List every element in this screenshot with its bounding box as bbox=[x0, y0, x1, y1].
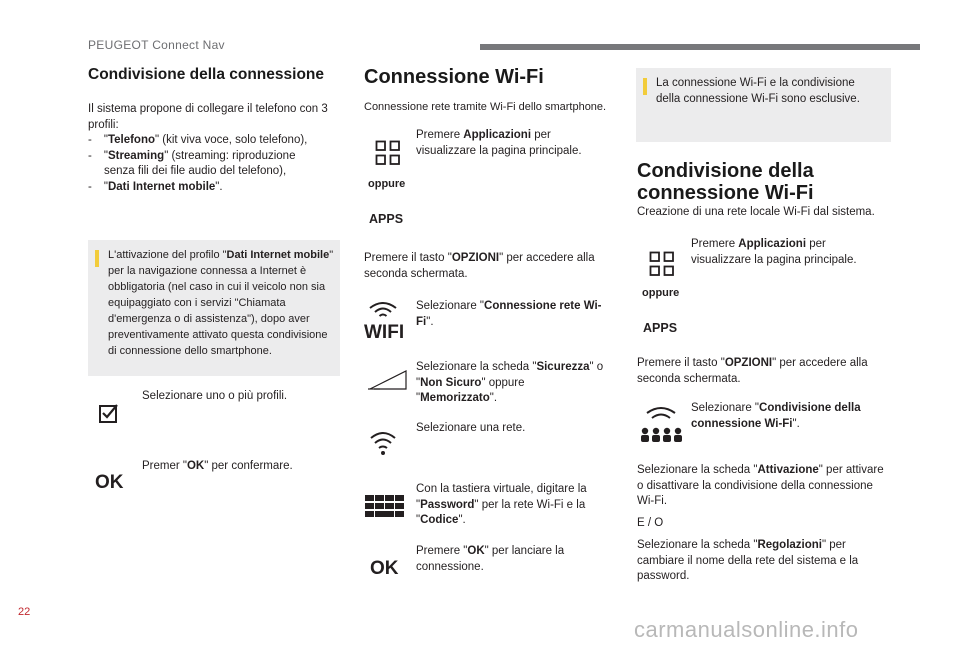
oppure-label: oppure bbox=[642, 287, 680, 299]
profile-item-continued: senza fili dei file audio del telefono), bbox=[104, 165, 287, 177]
page-number: 22 bbox=[18, 606, 31, 618]
wifi-step-security: Selezionare la scheda "Sicurezza" o "Non Sicuro" oppure "Memorizzato". bbox=[416, 361, 604, 404]
checkbox-select-icon bbox=[98, 403, 122, 425]
section-heading-sharing: Condivisione della connessione bbox=[88, 66, 324, 83]
running-header: PEUGEOT Connect Nav bbox=[88, 38, 225, 52]
wifi-label-icon: WIFI bbox=[364, 322, 405, 343]
and-or-label: E / O bbox=[637, 517, 664, 529]
wifi-icon bbox=[368, 301, 398, 319]
applications-grid-icon bbox=[649, 251, 675, 277]
applications-grid-icon bbox=[375, 140, 401, 166]
step-ok-confirm: Premer "OK" per confermare. bbox=[142, 460, 293, 472]
wifi-intro: Connessione rete tramite Wi-Fi dello smartphone. bbox=[364, 101, 607, 113]
ok-icon: OK bbox=[95, 472, 124, 493]
wifi-step-keyboard: Con la tastiera virtuale, digitare la "Password" per la rete Wi-Fi e la "Codice". bbox=[416, 483, 587, 526]
wifi-sharing-icon bbox=[640, 405, 682, 443]
wifi-step-opzioni: Premere il tasto "OPZIONI" per accedere alla seconda schermata. bbox=[364, 252, 595, 280]
header-bar bbox=[480, 44, 920, 50]
hotspot-step-settings: Selezionare la scheda "Regolazioni" per cambiare il nome della rete del sistema e la password. bbox=[637, 539, 859, 582]
wifi-step-ok: Premere "OK" per lanciare la connessione. bbox=[416, 545, 565, 573]
keyboard-icon bbox=[365, 495, 405, 519]
exclusive-note-text: La connessione Wi-Fi e la condivisione della connessione Wi-Fi sono esclusive. bbox=[656, 77, 860, 105]
section-heading-hotspot: Condivisione della connessione Wi-Fi bbox=[637, 160, 814, 204]
hotspot-step-opzioni: Premere il tasto "OPZIONI" per accedere alla seconda schermata. bbox=[637, 357, 868, 385]
note-text: L'attivazione del profilo "Dati Internet mobile" per la navigazione connessa a Internet è obbligatoria (nel caso in cui il veicolo non sia equipaggiato con i servizi "Chiamata d'emergenza o di assistenza"), dopo aver preventivamente attivato questa condivisione di connessione dello smartphone. bbox=[108, 249, 334, 357]
apps-button-icon: APPS bbox=[369, 212, 404, 226]
security-tab-icon bbox=[366, 369, 408, 391]
wifi-step-network: Selezionare una rete. bbox=[416, 422, 526, 434]
ok-icon: OK bbox=[370, 558, 399, 579]
section-heading-wifi: Connessione Wi-Fi bbox=[364, 66, 544, 88]
profile-item: - "Telefono" (kit viva voce, solo telefono), bbox=[88, 134, 308, 146]
exclusive-note-box bbox=[636, 68, 891, 142]
oppure-label: oppure bbox=[368, 178, 406, 190]
hotspot-intro: Creazione di una rete locale Wi-Fi dal sistema. bbox=[637, 206, 875, 218]
apps-button-icon: APPS bbox=[643, 321, 678, 335]
profile-item: - "Dati Internet mobile". bbox=[88, 180, 223, 193]
wifi-step-connection: Selezionare "Connessione rete Wi-Fi". bbox=[416, 300, 602, 328]
note-box bbox=[88, 240, 340, 376]
hotspot-step-applications: Premere Applicazioni per visualizzare la pagina principale. bbox=[691, 238, 857, 266]
intro-paragraph bbox=[88, 102, 338, 195]
wifi-network-icon bbox=[369, 430, 397, 456]
hotspot-step-sharing: Selezionare "Condivisione della connessione Wi-Fi". bbox=[691, 402, 861, 430]
watermark: carmanualsonline.info bbox=[634, 617, 859, 642]
profile-item: - "Streaming" (streaming: riproduzione bbox=[88, 149, 296, 162]
step-select-profiles: Selezionare uno o più profili. bbox=[142, 390, 288, 402]
intro-text: Il sistema propone di collegare il telefono con 3 profili: bbox=[88, 103, 328, 131]
info-icon bbox=[95, 250, 99, 267]
wifi-step-applications: Premere Applicazioni per visualizzare la pagina principale. bbox=[416, 129, 582, 157]
hotspot-step-activation: Selezionare la scheda "Attivazione" per attivare o disattivare la condivisione della connessione Wi-Fi. bbox=[637, 464, 884, 507]
info-icon bbox=[643, 78, 647, 95]
